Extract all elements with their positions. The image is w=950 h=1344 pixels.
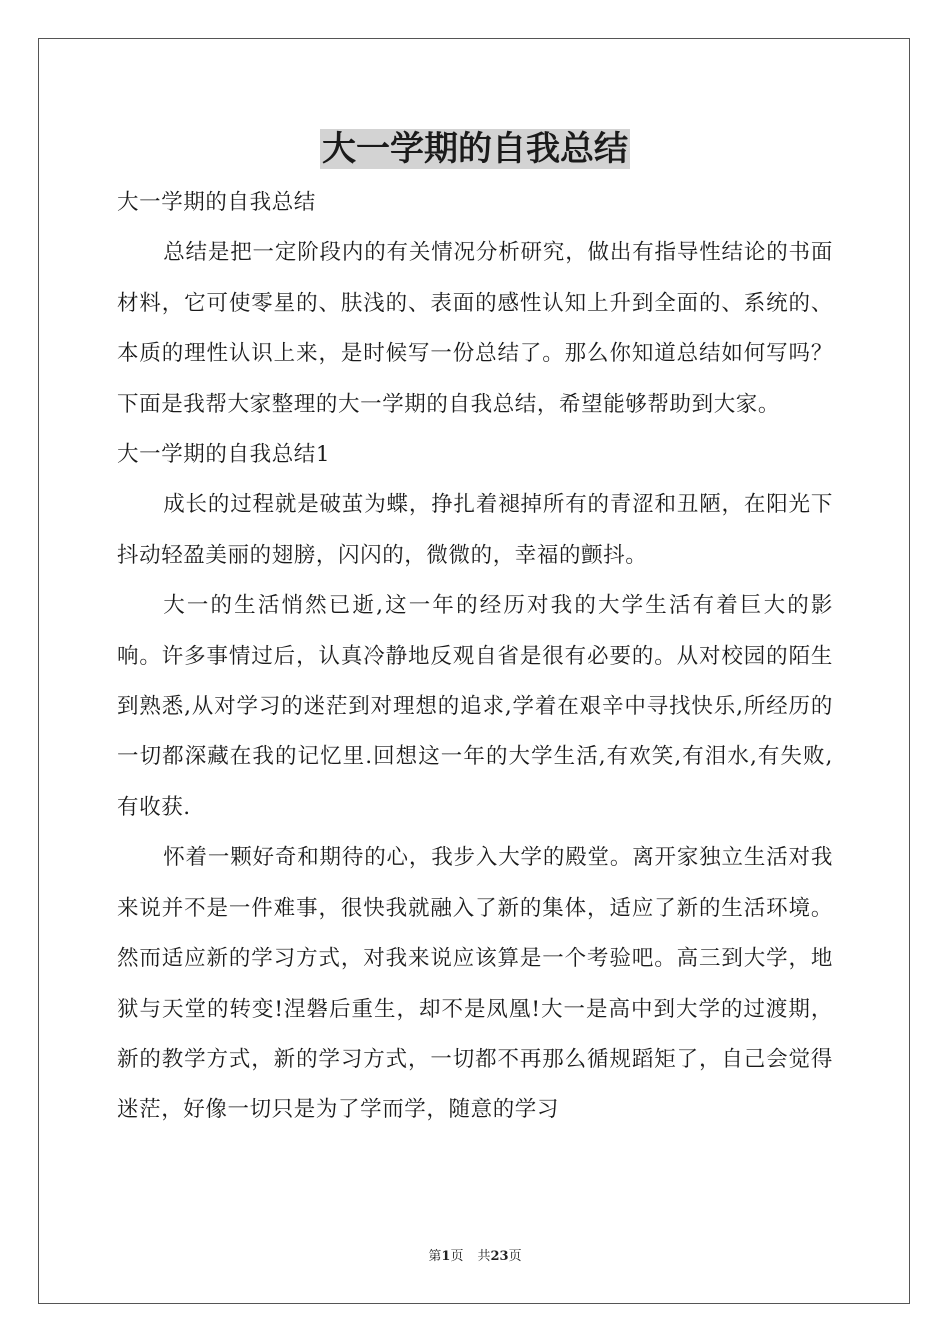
page-total: 23 xyxy=(490,1249,509,1264)
page-current: 1 xyxy=(441,1249,451,1264)
document-title-text: 大一学期的自我总结 xyxy=(322,129,628,169)
paragraph-intro: 总结是把一定阶段内的有关情况分析研究，做出有指导性结论的书面材料，它可使零星的、肤浅的、表面的感性认知上升到全面的、系统的、本质的理性认识上来，是时候写一份总结了。那么你知道总结如何写吗？下面是我帮大家整理的大一学期的自我总结，希望能够帮助到大家。 xyxy=(117,240,833,417)
document-body xyxy=(117,178,833,1136)
document-title xyxy=(0,122,950,176)
paragraph-3: 怀着一颗好奇和期待的心，我步入大学的殿堂。离开家独立生活对我来说并不是一件难事，很快我就融入了新的集体，适应了新的生活环境。然而适应新的学习方式，对我来说应该算是一个考验吧。高三到大学，地狱与天堂的转变!涅磐后重生，却不是凤凰!大一是高中到大学的过渡期，新的教学方式，新的学习方式，一切都不再那么循规蹈矩了，自己会觉得迷茫，好像一切只是为了学而学，随意的学习 xyxy=(117,845,833,1123)
total-unit: 页 xyxy=(508,1249,522,1264)
page-unit: 页 xyxy=(450,1249,464,1264)
page-prefix: 第 xyxy=(428,1249,442,1264)
section-heading-intro: 大一学期的自我总结 xyxy=(117,190,316,215)
paragraph-1: 成长的过程就是破茧为蝶，挣扎着褪掉所有的青涩和丑陋，在阳光下抖动轻盈美丽的翅膀，闪闪的，微微的，幸福的颤抖。 xyxy=(117,492,833,568)
page-footer xyxy=(0,1248,950,1266)
paragraph-2: 大一的生活悄然已逝,这一年的经历对我的大学生活有着巨大的影响。许多事情过后，认真冷静地反观自省是很有必要的。从对校园的陌生到熟悉,从对学习的迷茫到对理想的追求,学着在艰辛中寻找快乐,所经历的一切都深藏在我的记忆里.回想这一年的大学生活,有欢笑,有泪水,有失败,有收获. xyxy=(117,593,833,820)
total-prefix: 共 xyxy=(477,1249,491,1264)
section-heading-1: 大一学期的自我总结1 xyxy=(117,442,331,468)
